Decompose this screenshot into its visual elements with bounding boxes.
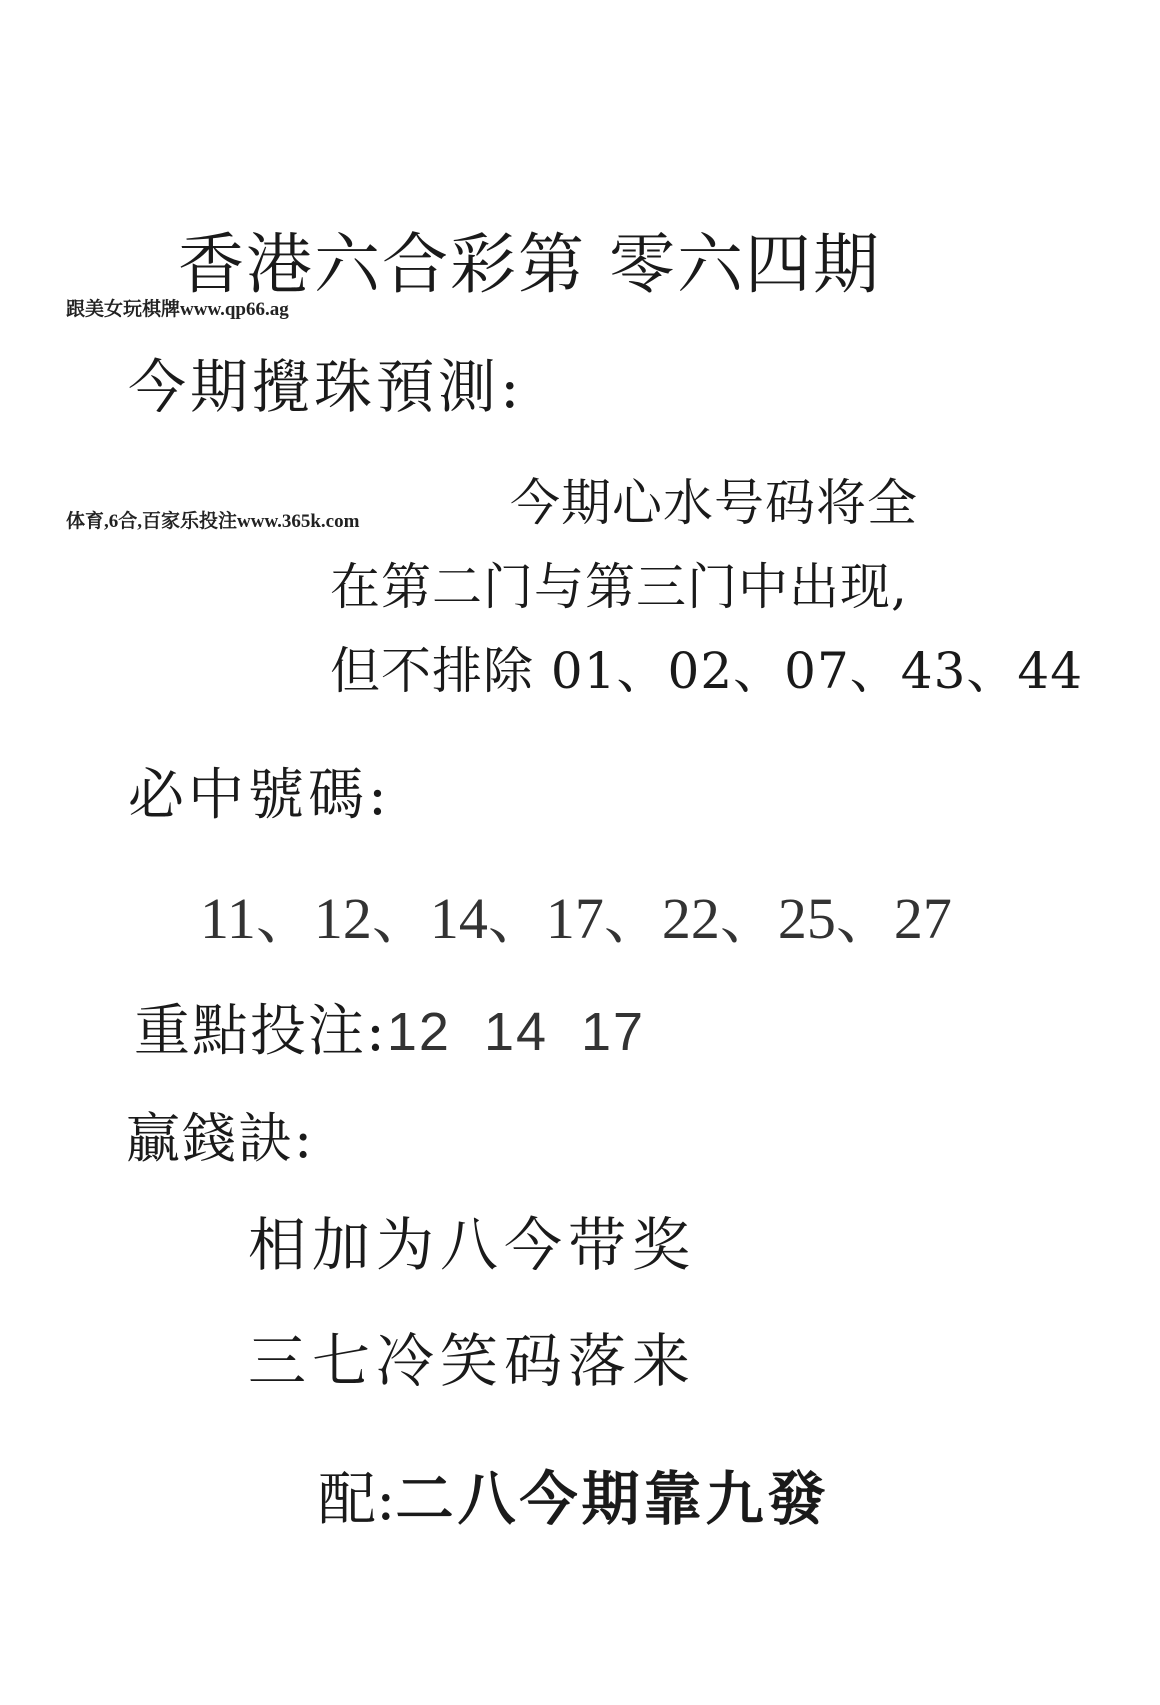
- prediction-line-3: 但不排除 01、02、07、43、44: [330, 642, 1084, 700]
- page-title: 香港六合彩第 零六四期: [178, 226, 881, 303]
- pairing-hint: 二八今期靠九發: [395, 1465, 830, 1533]
- must-hit-heading: 必中號碼:: [128, 763, 391, 828]
- pairing-row: [318, 1465, 830, 1533]
- winning-tip-line-2: 三七冷笑码落来: [248, 1327, 697, 1395]
- focus-bet-label: 重點投注:: [134, 999, 387, 1064]
- prediction-line-2: 在第二门与第三门中出现,: [330, 558, 908, 616]
- must-hit-numbers: 11、12、14、17、22、25、27: [200, 886, 952, 951]
- winning-tip-line-1: 相加为八今带奖: [248, 1211, 697, 1279]
- pairing-label: 配:: [318, 1465, 396, 1533]
- watermark-ad-365k: 体育,6合,百家乐投注www.365k.com: [66, 511, 360, 532]
- winning-tips-heading: 贏錢訣:: [126, 1107, 315, 1170]
- focus-bet-numbers: 12 14 17: [386, 1002, 646, 1062]
- watermark-ad-qp66: 跟美女玩棋牌www.qp66.ag: [66, 299, 289, 320]
- prediction-heading: 今期攪珠預測:: [128, 353, 524, 421]
- focus-bet-row: [134, 999, 646, 1064]
- prediction-line-1: 今期心水号码将全: [510, 474, 918, 532]
